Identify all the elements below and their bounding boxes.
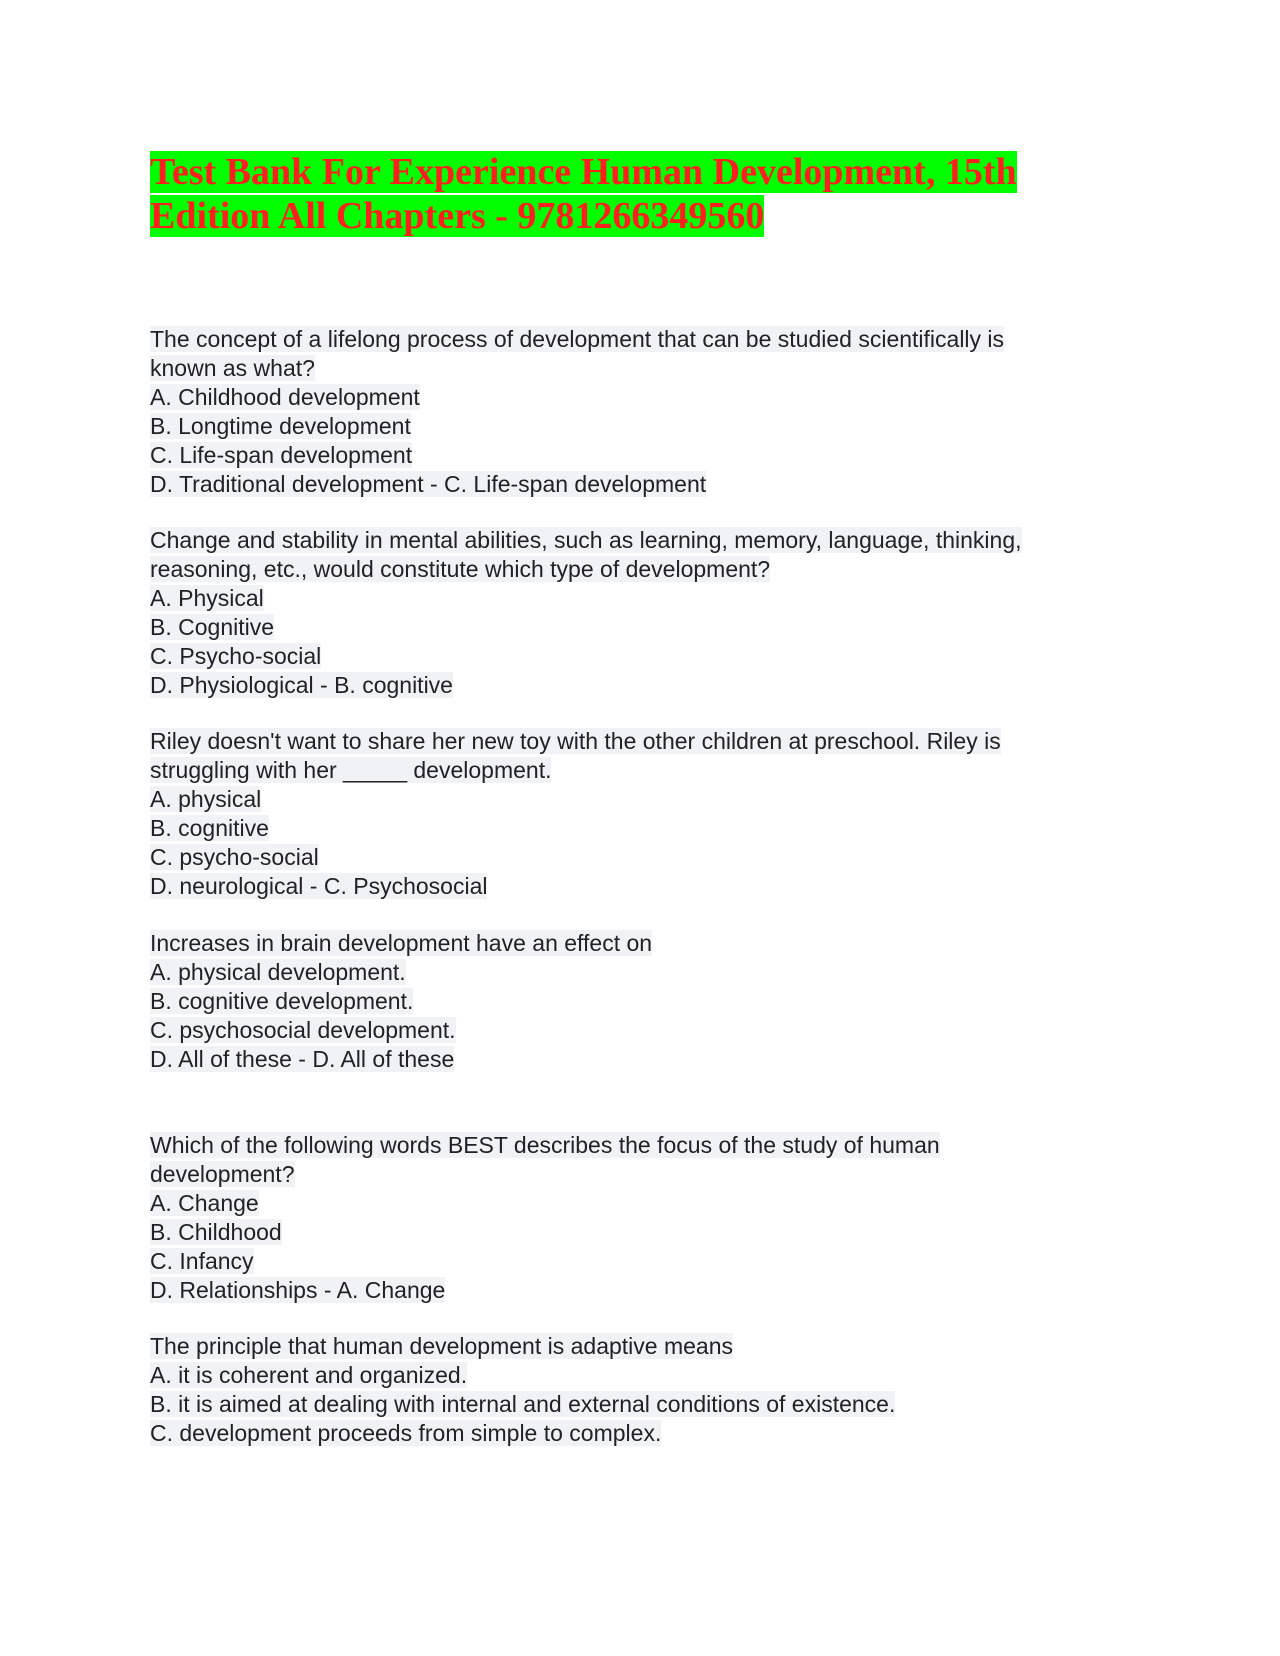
question-block [150, 727, 1150, 901]
answer-option-with-key: D. Physiological - B. cognitive [150, 672, 453, 698]
question-block [150, 526, 1150, 700]
question-text: development? [150, 1161, 295, 1187]
question-text: Increases in brain development have an effect on [150, 930, 653, 956]
question-text: The principle that human development is adaptive means [150, 1333, 734, 1359]
title-line-2: Edition All Chapters - 9781266349560 [150, 195, 765, 237]
answer-option: C. Infancy [150, 1248, 254, 1274]
answer-option: B. Cognitive [150, 614, 275, 640]
answer-option-with-key: D. All of these - D. All of these [150, 1046, 455, 1072]
question-text: struggling with her _____ development. [150, 757, 552, 783]
answer-option-with-key: D. Relationships - A. Change [150, 1277, 446, 1303]
answer-option: B. Childhood [150, 1219, 282, 1245]
question-text: Riley doesn't want to share her new toy with the other children at preschool. Riley is [150, 728, 1001, 754]
answer-option: B. it is aimed at dealing with internal and external conditions of existence. [150, 1391, 896, 1417]
answer-option: C. psychosocial development. [150, 1017, 456, 1043]
question-text: The concept of a lifelong process of development that can be studied scientifically is [150, 326, 1005, 352]
answer-option: C. Life-span development [150, 442, 413, 468]
answer-option: A. physical development. [150, 959, 406, 985]
question-block [150, 1131, 1150, 1305]
question-block [150, 929, 1150, 1074]
answer-option: B. cognitive development. [150, 988, 414, 1014]
answer-option: A. physical [150, 786, 262, 812]
title-line-1: Test Bank For Experience Human Development, 15th [150, 151, 1017, 193]
answer-option: C. development proceeds from simple to complex. [150, 1420, 662, 1446]
answer-option-with-key: D. neurological - C. Psychosocial [150, 873, 488, 899]
question-block [150, 1332, 1150, 1448]
answer-option: A. it is coherent and organized. [150, 1362, 468, 1388]
answer-option: A. Change [150, 1190, 259, 1216]
question-text: known as what? [150, 355, 315, 381]
answer-option: A. Physical [150, 585, 264, 611]
answer-option: C. Psycho-social [150, 643, 322, 669]
question-text: reasoning, etc., would constitute which type of development? [150, 556, 771, 582]
answer-option-with-key: D. Traditional development - C. Life-span development [150, 471, 707, 497]
answer-option: B. Longtime development [150, 413, 411, 439]
document-title [150, 150, 1050, 238]
answer-option: B. cognitive [150, 815, 269, 841]
question-text: Change and stability in mental abilities, such as learning, memory, language, thinking, [150, 527, 1022, 553]
answer-option: C. psycho-social [150, 844, 319, 870]
question-block [150, 325, 1150, 499]
answer-option: A. Childhood development [150, 384, 420, 410]
question-text: Which of the following words BEST describes the focus of the study of human [150, 1132, 940, 1158]
